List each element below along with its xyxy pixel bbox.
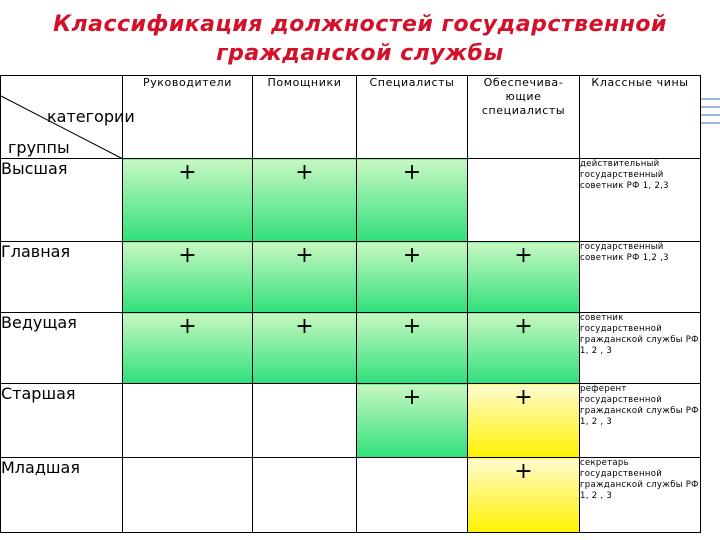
table-cell <box>253 159 357 242</box>
plus-mark: + <box>178 160 197 185</box>
title-line-1: Классификация должностей государственной <box>53 12 667 37</box>
plus-mark <box>123 458 252 461</box>
table-cell <box>123 384 253 458</box>
table-cell <box>357 159 468 242</box>
table-cell <box>123 313 253 384</box>
column-header-support-specialists: Обеспечива-ющие специалисты <box>468 76 580 159</box>
table-cell <box>468 313 580 384</box>
plus-mark <box>253 458 356 461</box>
plus-mark: + <box>514 459 533 484</box>
title-line-2: гражданской службы <box>216 41 504 66</box>
class-rank-cell: советник государственной гражданской службы РФ 1, 2 , 3 <box>580 313 701 384</box>
row-header-group: Главная <box>1 242 123 313</box>
plus-mark: + <box>402 243 422 268</box>
table-cell <box>253 384 357 458</box>
column-header-assistants: Помощники <box>253 76 357 159</box>
plus-mark: + <box>402 160 422 185</box>
table-cell <box>123 159 253 242</box>
column-header-class-ranks: Классные чины <box>580 76 701 159</box>
page-title <box>0 10 720 68</box>
plus-mark <box>253 384 356 387</box>
column-header-leaders: Руководители <box>123 76 253 159</box>
plus-mark: + <box>295 314 314 339</box>
table-cell <box>253 458 357 533</box>
class-rank-cell: государственный советник РФ 1,2 ,3 <box>580 242 701 313</box>
categories-label: категории <box>47 107 135 126</box>
table-row <box>1 384 701 458</box>
table-cell <box>468 159 580 242</box>
plus-mark: + <box>402 385 422 410</box>
table-cell <box>468 458 580 533</box>
groups-label: группы <box>8 138 70 157</box>
table-cell <box>123 242 253 313</box>
header-row <box>1 76 701 159</box>
plus-mark: + <box>514 314 533 339</box>
classification-table <box>0 75 701 533</box>
table-row <box>1 242 701 313</box>
plus-mark <box>357 458 467 461</box>
class-rank-cell: референт государственной гражданской службы РФ 1, 2 , 3 <box>580 384 701 458</box>
plus-mark: + <box>295 160 314 185</box>
plus-mark: + <box>178 314 197 339</box>
corner-header-cell <box>1 76 135 159</box>
row-header-group: Старшая <box>1 384 123 458</box>
plus-mark: + <box>514 385 533 410</box>
plus-mark <box>123 384 252 387</box>
class-rank-cell: действительный государственный советник РФ 1, 2,3 <box>580 159 701 242</box>
slide-decoration <box>700 98 720 124</box>
table-row <box>1 313 701 384</box>
table-cell <box>468 242 580 313</box>
table-cell <box>357 313 468 384</box>
plus-mark: + <box>295 243 314 268</box>
plus-mark: + <box>514 243 533 268</box>
plus-mark: + <box>178 243 197 268</box>
table-cell <box>357 458 468 533</box>
table-cell <box>357 242 468 313</box>
table-cell <box>357 384 468 458</box>
table-cell <box>253 313 357 384</box>
plus-mark <box>468 159 579 162</box>
class-rank-cell: секретарь государственной гражданской службы РФ 1, 2 , 3 <box>580 458 701 533</box>
plus-mark: + <box>402 314 422 339</box>
row-header-group: Высшая <box>1 159 123 242</box>
table-row <box>1 458 701 533</box>
table-cell <box>253 242 357 313</box>
column-header-specialists: Специалисты <box>357 76 468 159</box>
table-cell <box>468 384 580 458</box>
table-cell <box>123 458 253 533</box>
table-row <box>1 159 701 242</box>
row-header-group: Младшая <box>1 458 123 533</box>
row-header-group: Ведущая <box>1 313 123 384</box>
